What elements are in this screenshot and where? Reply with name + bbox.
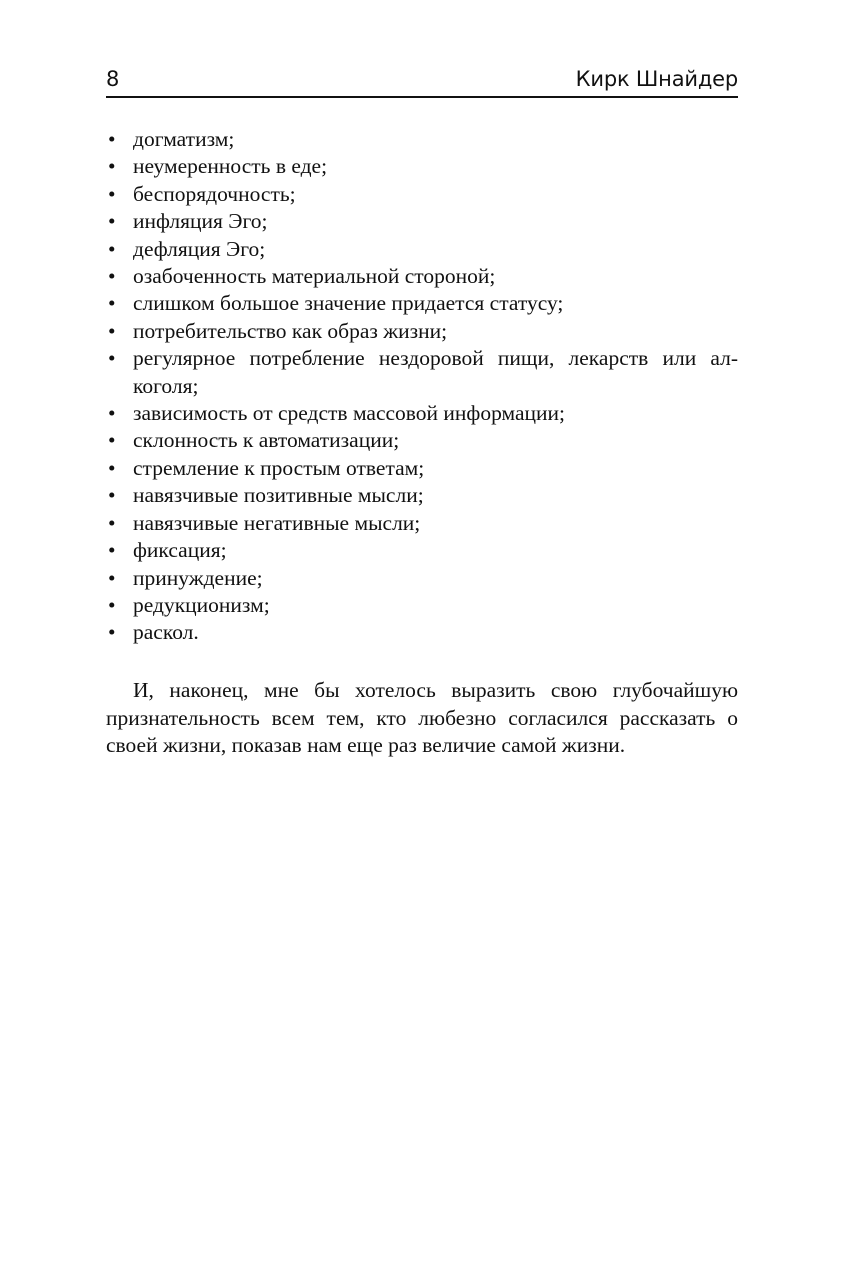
bullet-icon: •: [108, 455, 116, 480]
list-item-text: дефляция Эго;: [133, 236, 266, 261]
list-item: [106, 153, 738, 180]
closing-paragraph: И, наконец, мне бы хотелось выразить свою глубочайшую признательность всем тем, кто любезно согласился рассказать о своей жизни, показав нам еще раз величие самой жизни.: [106, 678, 738, 757]
bullet-icon: •: [108, 291, 116, 316]
list-item: [106, 318, 738, 345]
list-item-text: инфляция Эго;: [133, 209, 268, 234]
list-item-text: редукционизм;: [133, 592, 270, 617]
list-item-text: догматизм;: [133, 127, 235, 151]
page-header: [106, 62, 738, 98]
bullet-icon: •: [108, 264, 116, 289]
list-item: [106, 290, 738, 317]
bullet-icon: •: [108, 538, 116, 563]
list-item: [106, 455, 738, 482]
list-item: [106, 400, 738, 427]
bullet-icon: •: [108, 428, 116, 453]
list-item: [106, 181, 738, 208]
list-item: [106, 236, 738, 263]
bullet-icon: •: [108, 401, 116, 426]
list-item-text: неумеренность в еде;: [133, 154, 328, 179]
bullet-icon: •: [108, 154, 116, 179]
list-item-text: принуждение;: [133, 565, 263, 590]
list-item: [106, 263, 738, 290]
bullet-list: [106, 126, 738, 647]
list-item: [106, 208, 738, 235]
list-item-text: слишком большое значение придается статусу;: [133, 291, 564, 316]
list-item: [106, 482, 738, 509]
list-item: [106, 537, 738, 564]
bullet-icon: •: [108, 236, 116, 261]
list-item-text: потребительство как образ жизни;: [133, 318, 448, 343]
list-item: [106, 565, 738, 592]
bullet-icon: •: [108, 209, 116, 234]
bullet-icon: •: [108, 565, 116, 590]
bullet-icon: •: [108, 181, 116, 206]
bullet-icon: •: [108, 592, 116, 617]
list-item: [106, 126, 738, 153]
list-item: [106, 619, 738, 646]
list-item: [106, 592, 738, 619]
list-item-text: навязчивые позитивные мысли;: [133, 483, 424, 508]
bullet-icon: •: [108, 346, 116, 371]
list-item-text: зависимость от средств массовой информации;: [133, 401, 566, 426]
bullet-icon: •: [108, 127, 116, 151]
list-item: [106, 510, 738, 537]
page-number: 8: [106, 67, 120, 91]
list-item-text: фиксация;: [133, 538, 227, 563]
list-item-text: раскол.: [133, 620, 199, 645]
list-item-text: беспорядочность;: [133, 181, 296, 206]
list-item-text: стремление к простым ответам;: [133, 455, 425, 480]
list-item-text: навязчивые негативные мысли;: [133, 510, 421, 535]
list-item-text: регулярное потребление нездоровой пищи, лекарств или ал-коголя;: [133, 346, 738, 398]
list-item: [106, 345, 738, 400]
list-item-text: склонность к автоматизации;: [133, 428, 400, 453]
list-item: [106, 427, 738, 454]
list-item-text: озабоченность материальной стороной;: [133, 264, 496, 289]
bullet-icon: •: [108, 318, 116, 343]
bullet-icon: •: [108, 620, 116, 645]
bullet-icon: •: [108, 483, 116, 508]
running-title: Кирк Шнайдер: [575, 67, 738, 91]
bullet-icon: •: [108, 510, 116, 535]
